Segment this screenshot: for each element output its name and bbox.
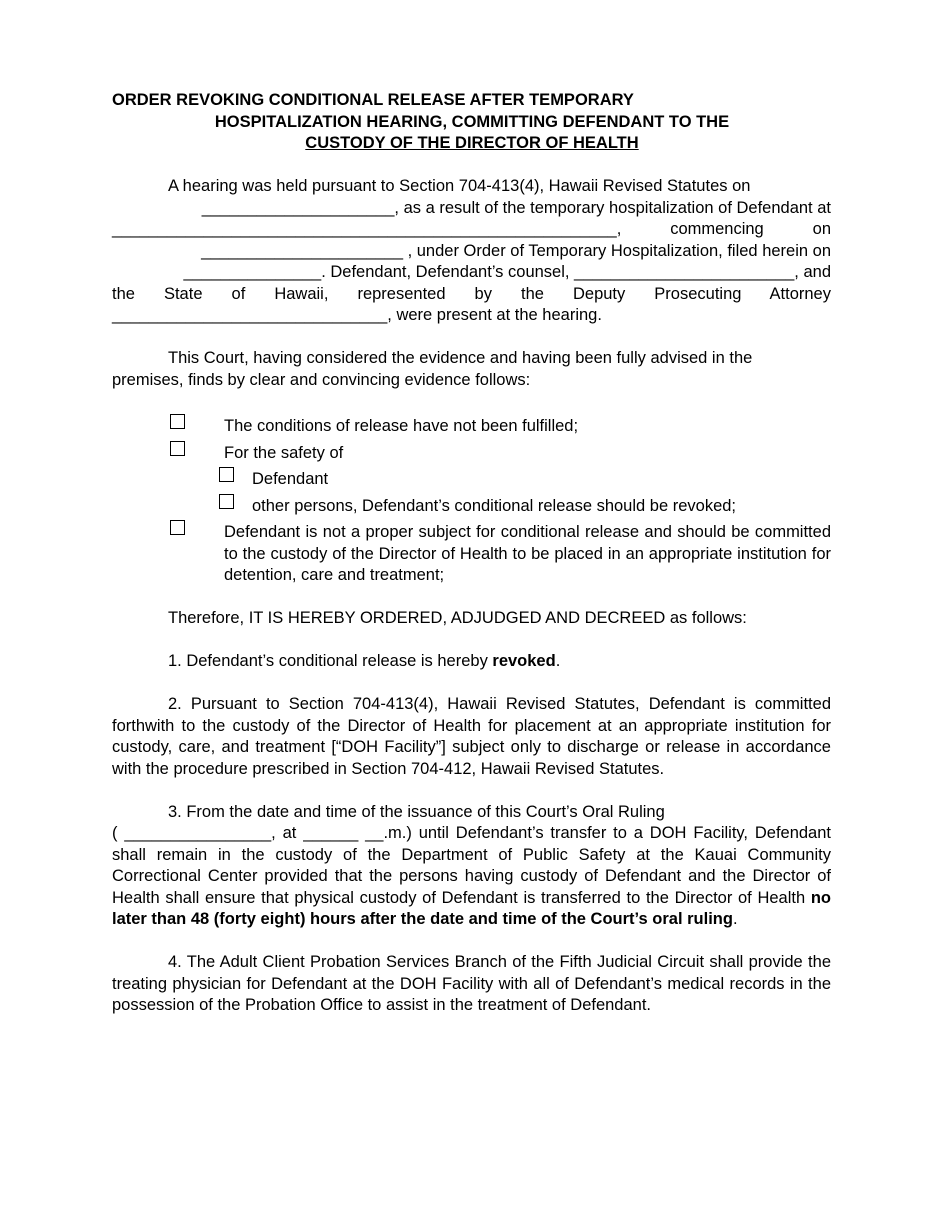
hearing-line-5: _______________. Defendant, Defendant’s counsel, ________________________, and <box>183 263 831 281</box>
finding-item-safety-label: For the safety of <box>224 443 344 462</box>
finding-item-conditions-label: The conditions of release have not been fulfilled; <box>224 417 579 435</box>
order-paragraph-1-text: 1. Defendant’s conditional release is hereby <box>168 652 493 670</box>
order-paragraph-3-end: . <box>732 910 738 928</box>
order-paragraph-3-line-1: 3. From the date and time of the issuance of this Court’s Oral Ruling <box>168 802 665 821</box>
order-paragraph-4: 4. The Adult Client Probation Services Branch of the Fifth Judicial Circuit shall provide the treating physician for Defendant at the DOH Facility with all of Defendant’s medical records in the possession of the Probation Office to assist in the treatment of Defendant. <box>112 953 831 1014</box>
finding-subitem-defendant <box>112 469 831 491</box>
finding-item-not-proper-subject <box>112 522 831 587</box>
findings-intro <box>112 348 831 391</box>
finding-subitem-defendant-label: Defendant <box>252 470 329 488</box>
finding-subitem-other-persons <box>112 496 831 518</box>
hearing-line-2: _____________________, as a result of the temporary hospitalization of Defendant at <box>201 198 831 217</box>
hearing-line-6: the State of Hawaii, represented by the Deputy Prosecuting Attorney <box>112 284 831 303</box>
document-body <box>112 176 831 1017</box>
document-title <box>112 90 832 155</box>
checkbox-conditions-not-fulfilled[interactable] <box>170 414 185 429</box>
finding-item-not-proper-subject-label: Defendant is not a proper subject for conditional release and should be committed to the custody of the Director of Health to be placed in an appropriate institution for detention, care and treatment; <box>224 523 831 584</box>
order-paragraph-3 <box>112 823 831 931</box>
checkbox-safety[interactable] <box>170 441 185 456</box>
finding-item-conditions <box>112 416 831 438</box>
findings-intro-line-1: This Court, having considered the evidence and having been fully advised in the <box>168 349 753 367</box>
order-paragraph-3-bold: no later than 48 (forty eight) hours after the date and time of the Court’s oral ruling <box>112 888 831 928</box>
finding-subitem-other-persons-label: other persons, Defendant’s conditional release should be revoked; <box>252 496 737 515</box>
checkbox-safety-other-persons[interactable] <box>219 494 234 509</box>
order-paragraph-1-bold: revoked <box>492 652 556 670</box>
checkbox-safety-defendant[interactable] <box>219 467 234 482</box>
checkbox-not-proper-subject[interactable] <box>170 520 185 535</box>
title-line-3: CUSTODY OF THE DIRECTOR OF HEALTH <box>305 134 639 152</box>
hearing-line-4: ______________________ , under Order of Temporary Hospitalization, filed herein on <box>201 241 831 260</box>
order-paragraph-1 <box>112 651 831 673</box>
hearing-line-1: A hearing was held pursuant to Section 704-413(4), Hawaii Revised Statutes on <box>168 177 751 195</box>
order-paragraph-1-end: . <box>555 652 561 670</box>
finding-item-safety <box>112 443 831 465</box>
title-line-1: ORDER REVOKING CONDITIONAL RELEASE AFTER TEMPORARY <box>112 91 634 109</box>
order-paragraph-2: 2. Pursuant to Section 704-413(4), Hawaii Revised Statutes, Defendant is committed forthwith to the custody of the Director of Health for placement at an appropriate institution for custody, care, and treatment [“DOH Facility”] subject only to discharge or release in accordance with the procedure prescribed in Section 704-412, Hawaii Revised Statutes. <box>112 695 831 778</box>
hearing-paragraph <box>112 176 831 327</box>
hearing-line-3: _______________________________________________________, commencing on <box>112 220 831 238</box>
title-line-2: HOSPITALIZATION HEARING, COMMITTING DEFENDANT TO THE <box>214 112 730 131</box>
findings-intro-line-2: premises, finds by clear and convincing evidence follows: <box>112 370 531 389</box>
therefore-clause: Therefore, IT IS HEREBY ORDERED, ADJUDGED AND DECREED as follows: <box>168 609 747 627</box>
hearing-line-7: ______________________________, were present at the hearing. <box>112 306 602 324</box>
order-paragraph-3-text: ( ________________, at ______ __.m.) until Defendant’s transfer to a DOH Facility, Defendant shall remain in the custody of the Department of Public Safety at the Kauai Community Correctional Center provided that the persons having custody of Defendant and the Director of Health shall ensure that physical custody of Defendant is transferred to the Director of Health <box>112 824 831 907</box>
